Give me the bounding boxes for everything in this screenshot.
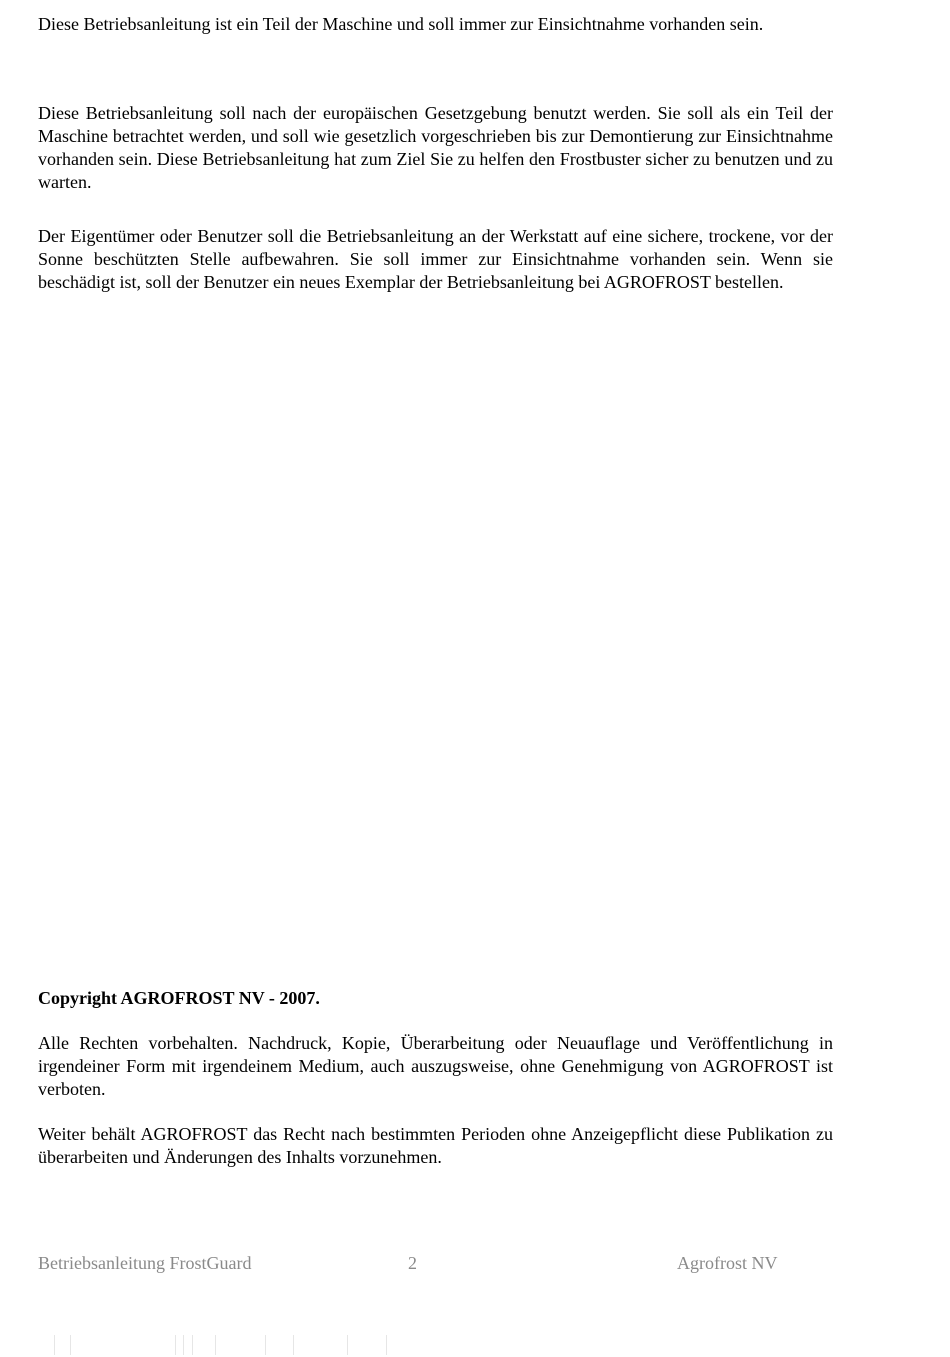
scan-artifact-line xyxy=(215,1335,216,1355)
scan-artifact-line xyxy=(183,1335,184,1355)
footer-document-title: Betriebsanleitung FrostGuard xyxy=(38,1253,252,1273)
storage-paragraph: Der Eigentümer oder Benutzer soll die Betriebsanleitung an der Werkstatt auf eine sichere, trockene, vor der Sonne beschützten Stelle aufbewahren. Sie soll immer zur Einsichtnahme vorhanden sein. Wenn sie beschädigt ist, soll der Benutzer ein neues Exemplar der Betriebsanleitung bei AGROFROST bestellen. xyxy=(38,226,833,292)
footer-page-number: 2 xyxy=(408,1253,417,1273)
scan-artifact-line xyxy=(70,1335,71,1355)
scan-artifact-line xyxy=(175,1335,176,1355)
revision-paragraph: Weiter behält AGROFROST das Recht nach bestimmten Perioden ohne Anzeigepflicht diese Publikation zu überarbeiten und Änderungen des Inhalts vorzunehmen. xyxy=(38,1124,833,1167)
footer-company: Agrofrost NV xyxy=(677,1253,778,1273)
scan-artifact-line xyxy=(54,1335,55,1355)
scan-artifact-line xyxy=(347,1335,348,1355)
legislation-paragraph: Diese Betriebsanleitung soll nach der europäischen Gesetzgebung benutzt werden. Sie soll als ein Teil der Maschine betrachtet werden, und soll wie gesetzlich vorgeschrieben bis zur Demontierung zur Einsichtnahme vorhanden sein. Diese Betriebsanleitung hat zum Ziel Sie zu helfen den Frostbuster sicher zu benutzen und zu warten. xyxy=(38,103,833,192)
intro-paragraph: Diese Betriebsanleitung ist ein Teil der Maschine und soll immer zur Einsichtnahme vorhanden sein. xyxy=(38,14,764,34)
scan-artifact-line xyxy=(265,1335,266,1355)
scan-artifact-line xyxy=(293,1335,294,1355)
scan-artifact-line xyxy=(192,1335,193,1355)
scan-artifact-line xyxy=(386,1335,387,1355)
copyright-heading: Copyright AGROFROST NV - 2007. xyxy=(38,988,320,1008)
rights-paragraph: Alle Rechten vorbehalten. Nachdruck, Kopie, Überarbeitung oder Neuauflage und Veröffentlichung in irgendeiner Form mit irgendeinem Medium, auch auszugsweise, ohne Genehmigung von AGROFROST ist verboten. xyxy=(38,1033,833,1099)
